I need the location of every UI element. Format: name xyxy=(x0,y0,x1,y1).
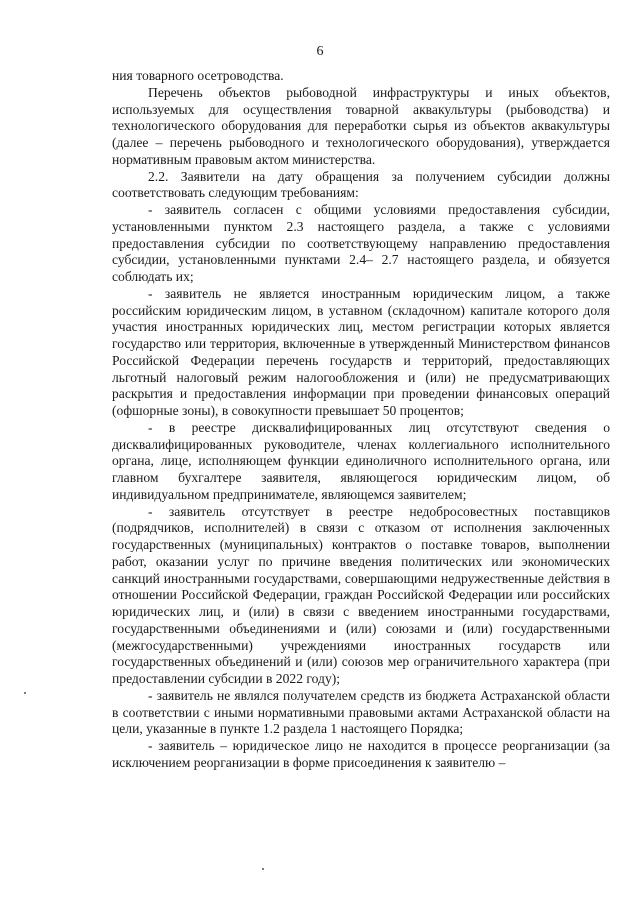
requirement-item: - заявитель не является иностранным юридическим лицом, а также российским юридическим лицом, в уставном (складочном) капитале которого доля участия иностранных юридических лиц, местом регистрации которых является государство или территория, включенные в утвержденный Министерством финансов Российской Федерации перечень государств и территорий, предоставляющих льготный налоговый режим налогообложения и (или) не предусматривающих раскрытия и предоставления информации при проведении финансовых операций (офшорные зоны), в совокупности превышает 50 процентов; xyxy=(112,285,610,418)
scan-speck xyxy=(24,692,26,694)
paragraph-equipment-list: Перечень объектов рыбоводной инфраструктуры и иных объектов, используемых для осуществления товарной аквакультуры (рыбоводства) и технологического оборудования для переработки сырья из объектов аквакультуры (далее – перечень рыбоводного и технологического оборудования), утверждается нормативным правовым актом министерства. xyxy=(112,84,610,167)
scan-speck xyxy=(262,868,264,870)
requirement-item: - заявитель не являлся получателем средств из бюджета Астраханской области в соответствии с иными нормативными правовыми актами Астраханской области на цели, указанные в пункте 1.2 раздела 1 настоящего Порядка; xyxy=(112,687,610,737)
paragraph-continuation: ния товарного осетроводства. xyxy=(112,68,284,83)
document-body xyxy=(112,68,610,772)
requirement-item: - заявитель отсутствует в реестре недобросовестных поставщиков (подрядчиков, исполнителей) в связи с отказом от исполнения заключенных государственных (муниципальных) контрактов о поставке товаров, выполнении работ, оказании услуг по причине введения политических или экономических санкций иностранными государствами, совершающими недружественные действия в отношении Российской Федерации, граждан Российской Федерации или российских юридических лиц, и (или) в связи с введением иностранными государствами, государственными объединениями и (или) союзами и (или) государственными (межгосударственными) учреждениями иностранных государств или государственных объединений и (или) союзов мер ограничительного характера (при предоставлении субсидии в 2022 году); xyxy=(112,503,610,686)
requirement-item: - заявитель согласен с общими условиями предоставления субсидии, установленными пунктом 2.3 настоящего раздела, а также с условиями предоставления субсидии по соответствующему направлению предоставления субсидии, установленными пунктами 2.4– 2.7 настоящего раздела, и обязуется соблюдать их; xyxy=(112,202,610,284)
requirement-item: - в реестре дисквалифицированных лиц отсутствуют сведения о дисквалифицированных руководителе, членах коллегиального исполнительного органа, лице, исполняющем функции единоличного исполнительного органа, или главном бухгалтере заявителя, являющегося юридическим лицом, об индивидуальном предпринимателе, являющемся заявителем; xyxy=(112,419,610,502)
paragraph-section-2-2: 2.2. Заявители на дату обращения за получением субсидии должны соответствовать следующим требованиям: xyxy=(112,168,610,201)
requirement-item: - заявитель – юридическое лицо не находится в процессе реорганизации (за исключением реорганизации в форме присоединения к заявителю – xyxy=(112,738,610,770)
page-number: 6 xyxy=(316,44,324,59)
